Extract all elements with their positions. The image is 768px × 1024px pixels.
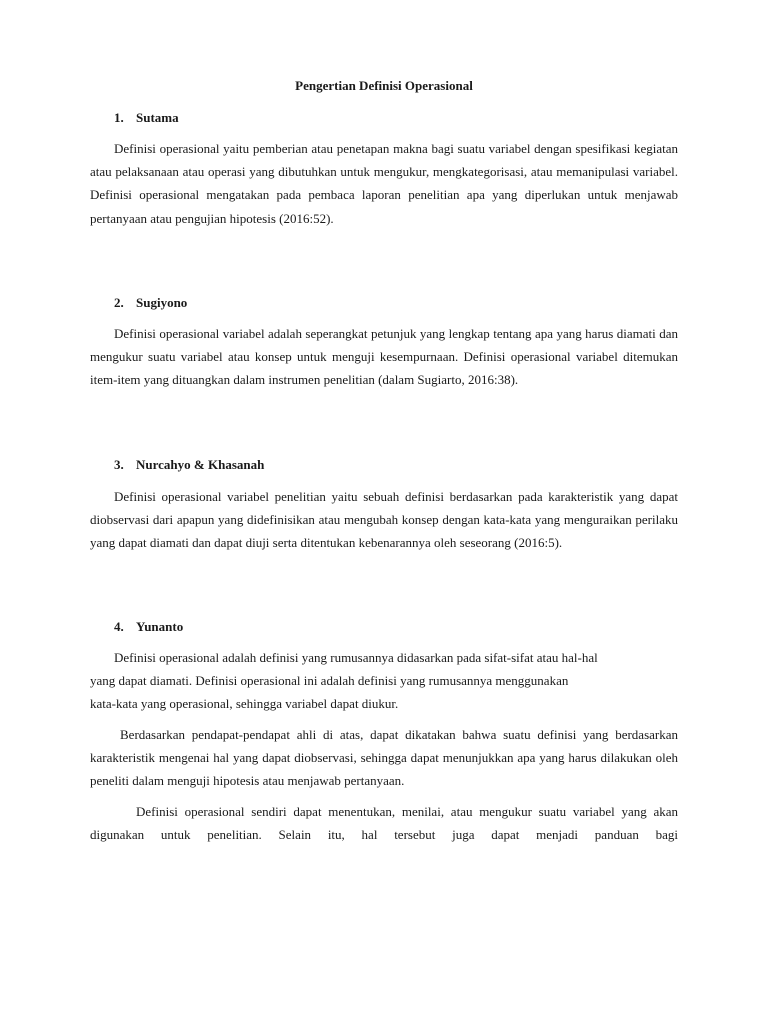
document-title: Pengertian Definisi Operasional <box>295 78 473 93</box>
paragraph-line: Definisi operasional adalah definisi yang rumusannya didasarkan pada sifat-sifat atau hal-hal <box>114 650 598 665</box>
section-number: 2. <box>114 295 124 310</box>
section-heading-sutama <box>114 110 179 126</box>
section-paragraph-nurcahyo-khasanah: Definisi operasional variabel penelitian yaitu sebuah definisi berdasarkan pada karakteristik yang dapat diobservasi dari apapun yang didefinisikan atau mengubah konsep dengan kata-kata yang menguraikan perilaku yang dapat diamati dan dapat diuji serta ditentukan kebenarannya oleh seseorang (2016:5). <box>90 489 678 551</box>
section-number: 3. <box>114 457 124 472</box>
section-title: Yunanto <box>136 619 184 634</box>
section-heading-yunanto <box>114 619 183 635</box>
section-paragraph-sugiyono: Definisi operasional variabel adalah seperangkat petunjuk yang lengkap tentang apa yang harus diamati dan mengukur suatu variabel atau konsep untuk menguji kesempurnaan. Definisi operasional variabel ditemukan item-item yang dituangkan dalam instrumen penelitian (dalam Sugiarto, 2016:38). <box>90 326 678 388</box>
paragraph-line: yang dapat diamati. Definisi operasional ini adalah definisi yang rumusannya menggunakan <box>90 673 569 689</box>
section-number: 4. <box>114 619 124 634</box>
paragraph-line: kata-kata yang operasional, sehingga variabel dapat diukur. <box>90 696 399 712</box>
closing-paragraph-conclusion: Berdasarkan pendapat-pendapat ahli di atas, dapat dikatakan bahwa suatu definisi yang berdasarkan karakteristik mengenai hal yang dapat diobservasi, sehingga dapat menunjukkan apa yang harus dilakukan oleh peneliti dalam menguji hipotesis atau menjawab pertanyaan. <box>90 727 678 789</box>
section-paragraph-sutama: Definisi operasional yaitu pemberian atau penetapan makna bagi suatu variabel dengan spesifikasi kegiatan atau pelaksanaan atau operasi yang dibutuhkan untuk mengukur, mengkategorisasi, atau memanipulasi variabel. Definisi operasional mengatakan pada pembaca laporan penelitian apa yang diperlukan untuk menjawab pertanyaan atau pengujian hipotesis (2016:52). <box>90 141 678 226</box>
section-heading-nurcahyo-khasanah <box>114 457 264 473</box>
section-title: Nurcahyo & Khasanah <box>136 457 265 472</box>
closing-paragraph-continuation: Definisi operasional sendiri dapat menentukan, menilai, atau mengukur suatu variabel yang akan digunakan untuk penelitian. Selain itu, hal tersebut juga dapat menjadi panduan bagi <box>90 804 678 843</box>
section-heading-sugiyono <box>114 295 187 311</box>
section-number: 1. <box>114 110 124 125</box>
section-title: Sutama <box>136 110 179 125</box>
section-paragraph-yunanto <box>90 646 678 716</box>
section-title: Sugiyono <box>136 295 188 310</box>
